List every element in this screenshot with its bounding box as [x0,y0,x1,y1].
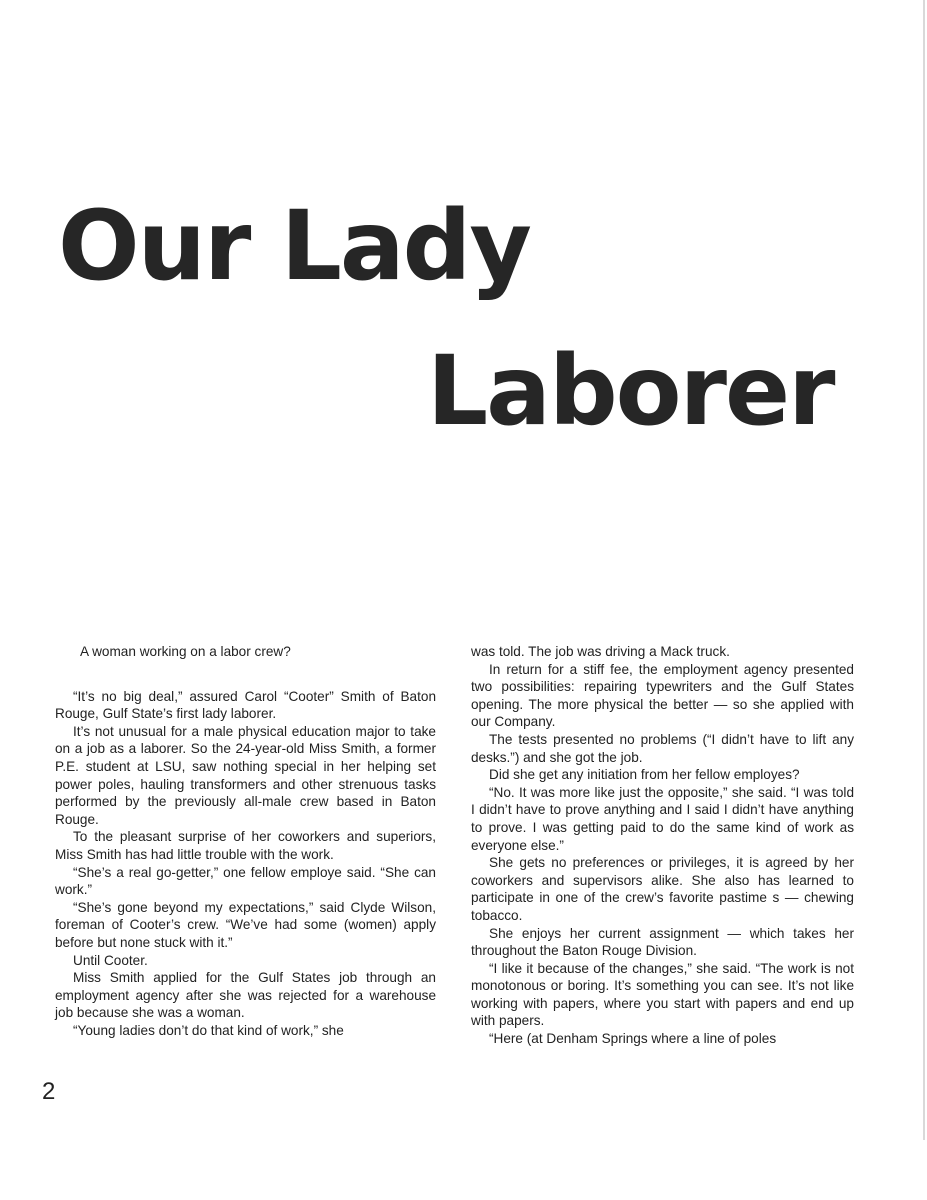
body-paragraph: Did she get any initiation from her fellow employes? [489,767,800,783]
body-paragraph: Miss Smith applied for the Gulf States job through an employment agency after she was rejected for a warehouse job because she was a woman. [55,970,436,1021]
page-edge [923,0,925,1140]
page-number: 2 [42,1078,56,1105]
body-paragraph: The tests presented no problems (“I didn’t have to lift any desks.”) and she got the job. [471,731,854,765]
body-paragraph: In return for a stiff fee, the employment agency presented two possibilities: repairing typewriters and the Gulf States opening. The more physical the better — so she applied with our Company. [471,661,854,730]
body-paragraph: “It’s no big deal,” assured Carol “Cooter” Smith of Baton Rouge, Gulf State’s first lady laborer. [55,688,436,722]
right-column [471,643,854,1048]
body-paragraph: “Young ladies don’t do that kind of work,” she [73,1022,344,1038]
body-paragraph: “She’s gone beyond my expectations,” said Clyde Wilson, foreman of Cooter’s crew. “We’ve had some (women) apply before but none stuck with it.” [55,899,436,950]
title-line-1: Our Lady [58,190,530,302]
body-paragraph: “She’s a real go-getter,” one fellow employe said. “She can work.” [55,864,436,898]
body-paragraph: was told. The job was driving a Mack truck. [471,644,730,659]
body-paragraph: “I like it because of the changes,” she said. “The work is not monotonous or boring. It’s something you can see. It’s not like working with papers, where you start with papers and end up with papers. [471,960,854,1029]
body-paragraph: To the pleasant surprise of her coworkers and superiors, Miss Smith has had little trouble with the work. [55,829,436,862]
title-line-2: Laborer [427,335,834,447]
body-paragraph: Until Cooter. [73,952,148,968]
left-column [55,643,436,1039]
body-paragraph: “Here (at Denham Springs where a line of poles [489,1031,777,1047]
body-paragraph: She gets no preferences or privileges, it is agreed by her coworkers and supervisors alike. She also has learned to participate in one of the crew’s favorite pastime s — chewing tobacco. [471,855,854,923]
body-paragraph: She enjoys her current assignment — which takes her throughout the Baton Rouge Division. [471,925,854,959]
body-paragraph: It’s not unusual for a male physical education major to take on a job as a laborer. So the 24-year-old Miss Smith, a former P.E. student at LSU, saw nothing special in her helping set power poles, hauling transformers and other strenuous tasks performed by the previously all-male crew based in Baton Rouge. [55,723,436,827]
body-paragraph: “No. It was more like just the opposite,” she said. “I was told I didn’t have to prove anything and I said I didn’t have anything to prove. I was getting paid to do the same kind of work as everyone else.” [471,784,854,853]
lede-paragraph: A woman working on a labor crew? [80,644,291,659]
